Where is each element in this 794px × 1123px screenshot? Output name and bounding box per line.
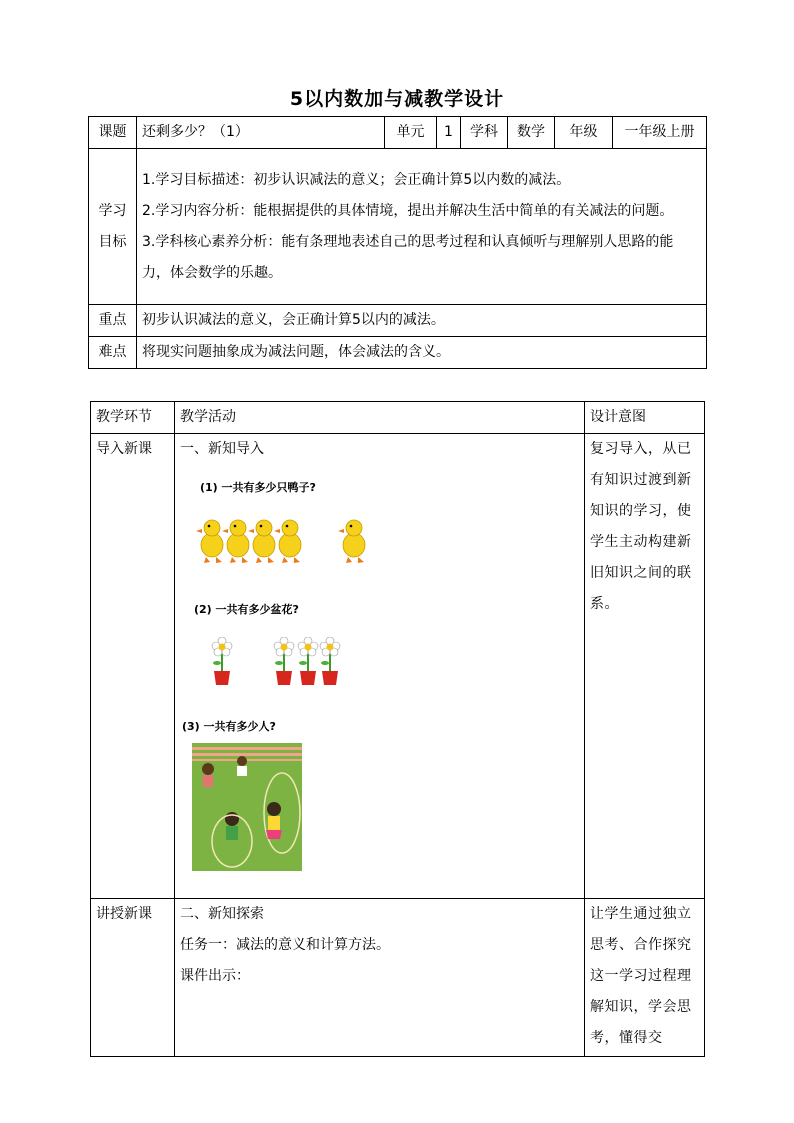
header-intent: 设计意图 bbox=[585, 402, 705, 434]
duck-4 bbox=[274, 520, 301, 563]
subject-value: 数学 bbox=[508, 117, 555, 149]
duck-3 bbox=[248, 520, 275, 563]
ducks-image bbox=[194, 515, 374, 569]
flower-pot-1 bbox=[212, 637, 232, 685]
duck-2 bbox=[222, 520, 249, 563]
activity-line-1: 二、新知探索 bbox=[180, 906, 264, 922]
illustration-area bbox=[180, 465, 579, 885]
question-ducks: (1) 一共有多少只鸭子? bbox=[200, 481, 316, 494]
intent-intro: 复习导入，从已有知识过渡到新知识的学习，使学生主动构建新旧知识之间的联系。 bbox=[585, 434, 705, 899]
objectives-label: 学习目标 bbox=[89, 149, 137, 305]
course-info-table bbox=[88, 116, 707, 369]
unit-value: 1 bbox=[437, 117, 461, 149]
objective-3: 3.学科核心素养分析：能有条理地表述自己的思考过程和认真倾听与理解别人思路的能力，体会数学的乐趣。 bbox=[142, 233, 674, 281]
objectives-cell bbox=[137, 149, 707, 305]
flowers-image bbox=[210, 637, 360, 689]
flower-pot-2 bbox=[274, 637, 294, 685]
objective-1: 1.学习目标描述：初步认识减法的意义；会正确计算5以内数的减法。 bbox=[142, 171, 571, 188]
question-flowers: (2) 一共有多少盆花? bbox=[194, 603, 299, 616]
duck-1 bbox=[196, 520, 223, 563]
flower-pot-4 bbox=[320, 637, 340, 685]
header-activity: 教学活动 bbox=[175, 402, 585, 434]
stage-intro: 导入新课 bbox=[91, 434, 175, 899]
duck-5 bbox=[338, 520, 365, 563]
grade-label: 年级 bbox=[555, 117, 613, 149]
question-people: (3) 一共有多少人? bbox=[182, 720, 276, 733]
intent-new-lesson: 让学生通过独立思考、合作探究这一学习过程理解知识，学会思考，懂得交 bbox=[585, 899, 705, 1057]
unit-label: 单元 bbox=[385, 117, 437, 149]
stage-new-lesson: 讲授新课 bbox=[91, 899, 175, 1057]
topic-value: 还剩多少？（1） bbox=[137, 117, 385, 149]
children-playing-image bbox=[192, 743, 302, 871]
topic-label: 课题 bbox=[89, 117, 137, 149]
teaching-process-table bbox=[90, 401, 705, 1057]
key-point-value: 初步认识减法的意义，会正确计算5以内的减法。 bbox=[137, 305, 707, 337]
objective-2: 2.学习内容分析：能根据提供的具体情境，提出并解决生活中简单的有关减法的问题。 bbox=[142, 202, 674, 219]
activity-new-lesson bbox=[175, 899, 585, 1057]
document-title: 5以内数加与减教学设计 bbox=[289, 88, 505, 110]
activity-intro-heading: 一、新知导入 bbox=[180, 441, 264, 457]
difficulty-value: 将现实问题抽象成为减法问题，体会减法的含义。 bbox=[137, 337, 707, 369]
header-stage: 教学环节 bbox=[91, 402, 175, 434]
key-point-label: 重点 bbox=[89, 305, 137, 337]
activity-line-3: 课件出示： bbox=[180, 968, 250, 984]
activity-intro bbox=[175, 434, 585, 899]
activity-line-2: 任务一：减法的意义和计算方法。 bbox=[180, 937, 390, 953]
subject-label: 学科 bbox=[461, 117, 508, 149]
difficulty-label: 难点 bbox=[89, 337, 137, 369]
flower-pot-3 bbox=[298, 637, 318, 685]
grade-value: 一年级上册 bbox=[613, 117, 707, 149]
